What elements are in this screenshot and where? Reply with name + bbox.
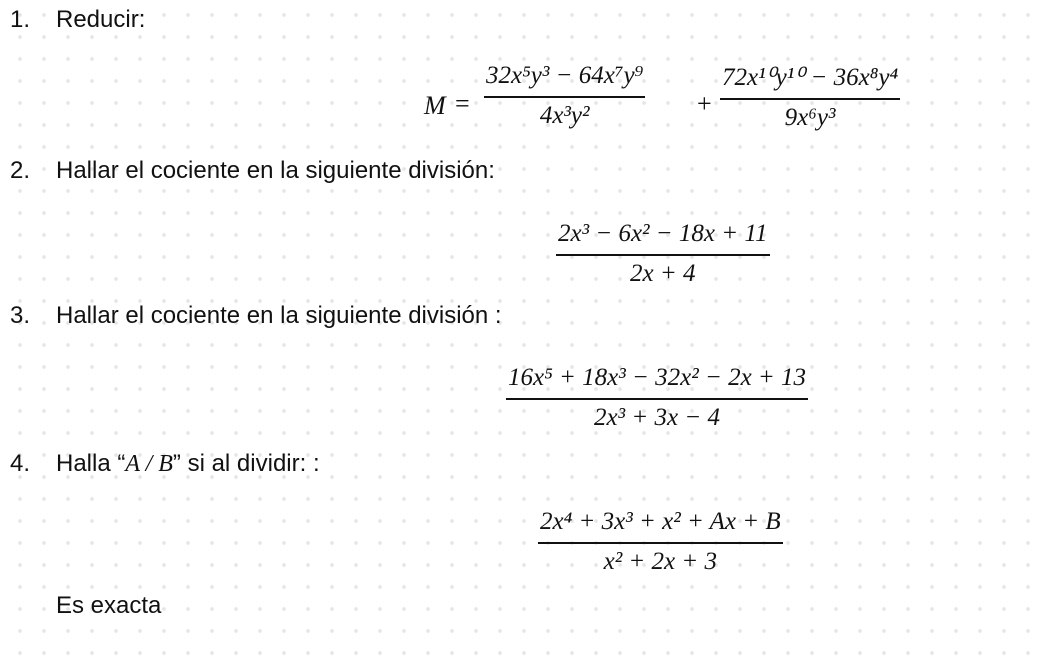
denominator: 9x⁶y³ xyxy=(784,104,836,131)
problem-3-heading xyxy=(10,304,502,328)
numerator: 2x³ − 6x² − 18x + 11 xyxy=(558,220,768,247)
denominator: 2x³ + 3x − 4 xyxy=(594,404,720,431)
fraction-1a xyxy=(484,62,645,130)
problem-number: 4. xyxy=(10,450,31,477)
problem-2-heading xyxy=(10,159,495,183)
numerator: 72x¹⁰y¹⁰ − 36x⁸y⁴ xyxy=(722,64,899,91)
numerator: 2x⁴ + 3x³ + x² + Ax + B xyxy=(540,508,781,535)
equals-sign: = xyxy=(455,89,470,118)
problem-text: Hallar el cociente en la siguiente división : xyxy=(56,302,502,329)
problem-text-before: Halla “ xyxy=(56,450,126,477)
numerator: 32x⁵y³ − 64x⁷y⁹ xyxy=(486,62,644,89)
numerator: 16x⁵ + 18x³ − 32x² − 2x + 13 xyxy=(508,364,807,391)
problem-1-heading xyxy=(10,8,145,32)
ratio-a-over-b: A / B xyxy=(125,451,173,477)
plus-sign: + xyxy=(697,89,712,118)
expression-2 xyxy=(556,220,770,288)
denominator: 4x³y² xyxy=(539,102,590,129)
problem-text: Hallar el cociente en la siguiente división: xyxy=(56,157,495,184)
denominator: x² + 2x + 3 xyxy=(603,548,718,575)
problem-number: 2. xyxy=(10,157,31,184)
note-exact: Es exacta xyxy=(56,592,162,619)
denominator: 2x + 4 xyxy=(630,260,696,287)
problem-number: 3. xyxy=(10,302,31,329)
problem-text-after: ” si al dividir: : xyxy=(172,450,320,477)
problem-number: 1. xyxy=(10,6,31,33)
problem-text: Reducir: xyxy=(56,6,146,33)
expression-4 xyxy=(538,508,783,576)
problem-4-heading xyxy=(10,452,320,476)
variable-m: M xyxy=(424,91,446,120)
fraction-1b xyxy=(720,62,900,132)
expression-3 xyxy=(506,364,808,432)
